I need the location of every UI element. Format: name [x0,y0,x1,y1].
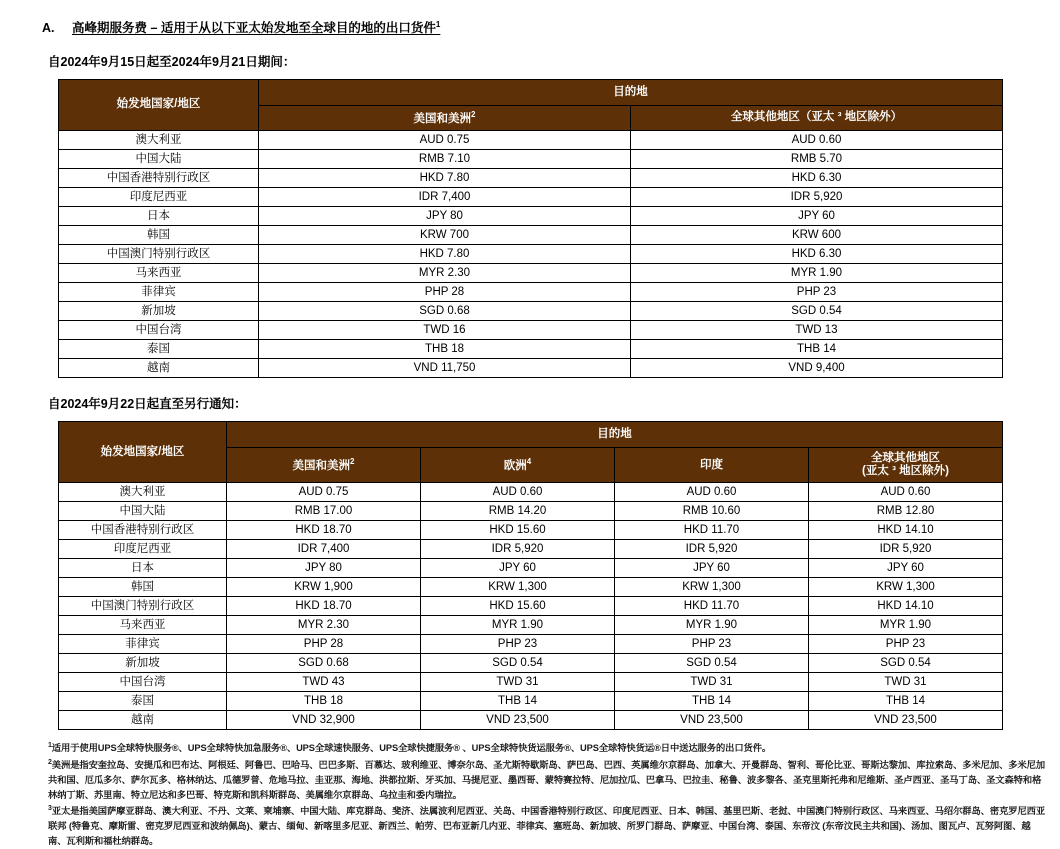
origin-cell: 中国澳门特别行政区 [59,597,227,616]
rate-cell: PHP 28 [227,635,421,654]
origin-cell: 越南 [59,711,227,730]
rate-cell: JPY 60 [631,207,1003,226]
rate-cell: RMB 12.80 [809,502,1003,521]
rate-cell: JPY 60 [809,559,1003,578]
table1-header-row-top [59,80,1003,106]
rate-cell: VND 23,500 [421,711,615,730]
rate-cell: HKD 18.70 [227,521,421,540]
table1-head [59,80,1003,131]
rate-cell: TWD 31 [809,673,1003,692]
rate-cell: PHP 23 [631,283,1003,302]
rate-cell: AUD 0.60 [615,483,809,502]
rate-cell: SGD 0.54 [421,654,615,673]
table1-destination-header: 目的地 [259,80,1003,106]
table-row [59,169,1003,188]
table-row [59,340,1003,359]
rate-cell: IDR 7,400 [259,188,631,207]
rate-cell: HKD 11.70 [615,521,809,540]
footnote-2 [48,757,1048,803]
table-row [59,578,1003,597]
table2-col-header-3 [809,448,1003,483]
rate-cell: TWD 16 [259,321,631,340]
rate-cell: HKD 14.10 [809,597,1003,616]
origin-cell: 泰国 [59,340,259,359]
table2-period-label: 自2024年9月22日起直至另行通知： [48,397,247,412]
origin-cell: 韩国 [59,578,227,597]
origin-cell: 澳大利亚 [59,131,259,150]
origin-cell: 中国台湾 [59,673,227,692]
rate-cell: HKD 6.30 [631,169,1003,188]
origin-cell: 泰国 [59,692,227,711]
table2-origin-header: 始发地国家/地区 [59,422,227,483]
table-row [59,597,1003,616]
peak-surcharge-table-2 [58,421,1003,730]
table-row [59,264,1003,283]
table-row [59,502,1003,521]
footnotes-section [48,740,1048,849]
table1-col-label-1: 全球其他地区（亚太 ³ 地区除外） [730,111,903,124]
rate-cell: VND 23,500 [809,711,1003,730]
rate-cell: VND 11,750 [259,359,631,378]
table2-col-header-2 [615,448,809,483]
footnote-3-text: 亚太是指美国萨摩亚群岛、澳大利亚、不丹、文莱、柬埔寨、中国大陆、库克群岛、斐济、法属波利尼西亚、关岛、中国香港特别行政区、印度尼西亚、日本、韩国、基里巴斯、老挝、中国澳门特别行政区、马来西亚、马绍尔群岛、密克罗尼西亚联邦 (特鲁克、摩斯雷、密克罗尼西亚和波纳佩岛)、蒙古、缅甸、新喀里多尼亚、新西兰、帕劳、巴布亚新几内亚、菲律宾、塞班岛、新加坡、所罗门群岛、萨摩亚、中国台湾、泰国、东帝汶 (东帝汶民主共和国)、汤加、图瓦卢、瓦努阿图、越南、瓦利斯和福杜纳群岛。 [48,805,1046,847]
rate-cell: RMB 17.00 [227,502,421,521]
table2-col-header-1 [421,448,615,483]
rate-cell: THB 14 [631,340,1003,359]
rate-cell: HKD 7.80 [259,245,631,264]
origin-cell: 中国香港特别行政区 [59,169,259,188]
table2-destination-header: 目的地 [227,422,1003,448]
origin-cell: 中国大陆 [59,150,259,169]
rate-cell: RMB 10.60 [615,502,809,521]
rate-cell: MYR 1.90 [421,616,615,635]
origin-cell: 中国澳门特别行政区 [59,245,259,264]
table-row [59,188,1003,207]
table1-col-header-1 [631,106,1003,131]
table1-col-sup-0: 2 [471,110,476,119]
rate-cell: MYR 2.30 [259,264,631,283]
rate-cell: SGD 0.68 [259,302,631,321]
rate-cell: HKD 15.60 [421,521,615,540]
rate-cell: VND 9,400 [631,359,1003,378]
rate-cell: PHP 28 [259,283,631,302]
footnote-2-text: 美洲是指安奎拉岛、安提瓜和巴布达、阿根廷、阿鲁巴、巴哈马、巴巴多斯、百慕达、玻利维亚、博奈尔岛、圣尤斯特歇斯岛、萨巴岛、巴西、英属维尔京群岛、加拿大、开曼群岛、智利、哥伦比亚、哥斯达黎加、库拉索岛、多米尼加、多米尼加共和国、厄瓜多尔、萨尔瓦多、格林纳达、瓜德罗普、危地马拉、圭亚那、海地、洪都拉斯、牙买加、马提尼亚、墨西哥、蒙特赛拉特、尼加拉瓜、巴拿马、巴拉圭、秘鲁、波多黎各、圣克里斯托弗和尼维斯、圣卢西亚、圣马丁岛、圣文森特和格林纳丁斯、苏里南、特立尼达和多巴哥、特克斯和凯科斯群岛、美属维尔京群岛、乌拉圭和委内瑞拉。 [48,759,1046,800]
rate-cell: KRW 1,300 [615,578,809,597]
table-row [59,302,1003,321]
rate-cell: AUD 0.60 [631,131,1003,150]
table1-col-header-0 [259,106,631,131]
rate-cell: KRW 1,900 [227,578,421,597]
rate-cell: KRW 1,300 [421,578,615,597]
rate-cell: AUD 0.75 [259,131,631,150]
table-row [59,226,1003,245]
rate-cell: AUD 0.60 [809,483,1003,502]
origin-cell: 菲律宾 [59,283,259,302]
table-row [59,559,1003,578]
rate-cell: HKD 18.70 [227,597,421,616]
rate-cell: IDR 5,920 [631,188,1003,207]
table-row [59,654,1003,673]
footnote-1-mark: 1 [48,742,52,750]
origin-cell: 韩国 [59,226,259,245]
table-row [59,483,1003,502]
origin-cell: 新加坡 [59,302,259,321]
footnote-2-mark: 2 [48,758,52,766]
table-row [59,692,1003,711]
origin-cell: 菲律宾 [59,635,227,654]
rate-cell: KRW 700 [259,226,631,245]
origin-cell: 中国台湾 [59,321,259,340]
table-row [59,521,1003,540]
rate-cell: IDR 5,920 [421,540,615,559]
rate-cell: TWD 43 [227,673,421,692]
rate-cell: THB 14 [421,692,615,711]
footnote-3 [48,803,1048,849]
rate-cell: PHP 23 [615,635,809,654]
table-row [59,131,1003,150]
table1-origin-header: 始发地国家/地区 [59,80,259,131]
rate-cell: PHP 23 [421,635,615,654]
rate-cell: RMB 7.10 [259,150,631,169]
rate-cell: VND 32,900 [227,711,421,730]
table-row [59,635,1003,654]
section-title-superscript: 1 [435,19,441,29]
rate-cell: SGD 0.68 [227,654,421,673]
origin-cell: 印度尼西亚 [59,188,259,207]
table2-col-label-3-line2: (亚太 ³ 地区除外) [862,465,949,478]
rate-cell: KRW 600 [631,226,1003,245]
rate-cell: PHP 23 [809,635,1003,654]
table-row [59,673,1003,692]
rate-cell: JPY 80 [259,207,631,226]
rate-cell: MYR 2.30 [227,616,421,635]
rate-cell: THB 14 [615,692,809,711]
table2-col-label-3: 全球其他地区 [871,452,940,465]
rate-cell: TWD 31 [421,673,615,692]
rate-cell: TWD 31 [615,673,809,692]
table-row [59,540,1003,559]
rate-cell: KRW 1,300 [809,578,1003,597]
table-row [59,150,1003,169]
origin-cell: 印度尼西亚 [59,540,227,559]
rate-cell: MYR 1.90 [809,616,1003,635]
table-row [59,245,1003,264]
origin-cell: 中国香港特别行政区 [59,521,227,540]
table2-col-label-0: 美国和美洲 [292,460,351,473]
rate-cell: THB 18 [227,692,421,711]
rate-cell: HKD 15.60 [421,597,615,616]
table2-header-row-top [59,422,1003,448]
rate-cell: HKD 6.30 [631,245,1003,264]
rate-cell: TWD 13 [631,321,1003,340]
peak-surcharge-table-1 [58,79,1003,378]
table2-col-sup-0: 2 [350,457,355,467]
table-row [59,321,1003,340]
origin-cell: 马来西亚 [59,616,227,635]
section-heading [42,18,1010,36]
rate-cell: IDR 5,920 [615,540,809,559]
origin-cell: 中国大陆 [59,502,227,521]
origin-cell: 日本 [59,207,259,226]
table2-head [59,422,1003,483]
origin-cell: 越南 [59,359,259,378]
origin-cell: 日本 [59,559,227,578]
table-row [59,616,1003,635]
rate-cell: RMB 5.70 [631,150,1003,169]
rate-cell: JPY 60 [421,559,615,578]
footnote-1 [48,740,1048,756]
rate-cell: HKD 7.80 [259,169,631,188]
origin-cell: 新加坡 [59,654,227,673]
table1-col-label-0: 美国和美洲 [413,112,472,125]
rate-cell: JPY 60 [615,559,809,578]
rate-cell: AUD 0.75 [227,483,421,502]
table2-col-label-1: 欧洲 [503,460,527,473]
rate-cell: SGD 0.54 [615,654,809,673]
rate-cell: SGD 0.54 [631,302,1003,321]
rate-cell: HKD 11.70 [615,597,809,616]
origin-cell: 澳大利亚 [59,483,227,502]
rate-cell: IDR 7,400 [227,540,421,559]
table-row [59,283,1003,302]
rate-cell: THB 18 [259,340,631,359]
rate-cell: AUD 0.60 [421,483,615,502]
section-letter: A. [42,21,55,35]
rate-cell: SGD 0.54 [809,654,1003,673]
table2-body [59,483,1003,730]
section-title-text: 高峰期服务费 – 适用于从以下亚太始发地至全球目的地的出口货件 [72,21,436,35]
table-row [59,207,1003,226]
rate-cell: MYR 1.90 [615,616,809,635]
rate-cell: HKD 14.10 [809,521,1003,540]
table-row [59,711,1003,730]
origin-cell: 马来西亚 [59,264,259,283]
rate-cell: THB 14 [809,692,1003,711]
footnote-1-text: 适用于使用UPS全球特快服务®、UPS全球特快加急服务®、UPS全球速快服务、UPS全球快捷服务® 、UPS全球特快货运服务®、UPS全球特快货运®日中送达服务的出口货件。 [51,743,772,754]
rate-cell: MYR 1.90 [631,264,1003,283]
rate-cell: RMB 14.20 [421,502,615,521]
rate-cell: VND 23,500 [615,711,809,730]
footnote-3-mark: 3 [48,804,52,812]
table1-period-label: 自2024年9月15日起至2024年9月21日期间： [48,55,296,69]
table2-col-sup-1: 4 [526,457,532,467]
rate-cell: IDR 5,920 [809,540,1003,559]
table2-col-header-0 [227,448,421,483]
table1-body [59,131,1003,378]
table2-col-label-2: 印度 [700,458,723,471]
page-title [72,18,440,36]
table-row [59,359,1003,378]
rate-cell: JPY 80 [227,559,421,578]
